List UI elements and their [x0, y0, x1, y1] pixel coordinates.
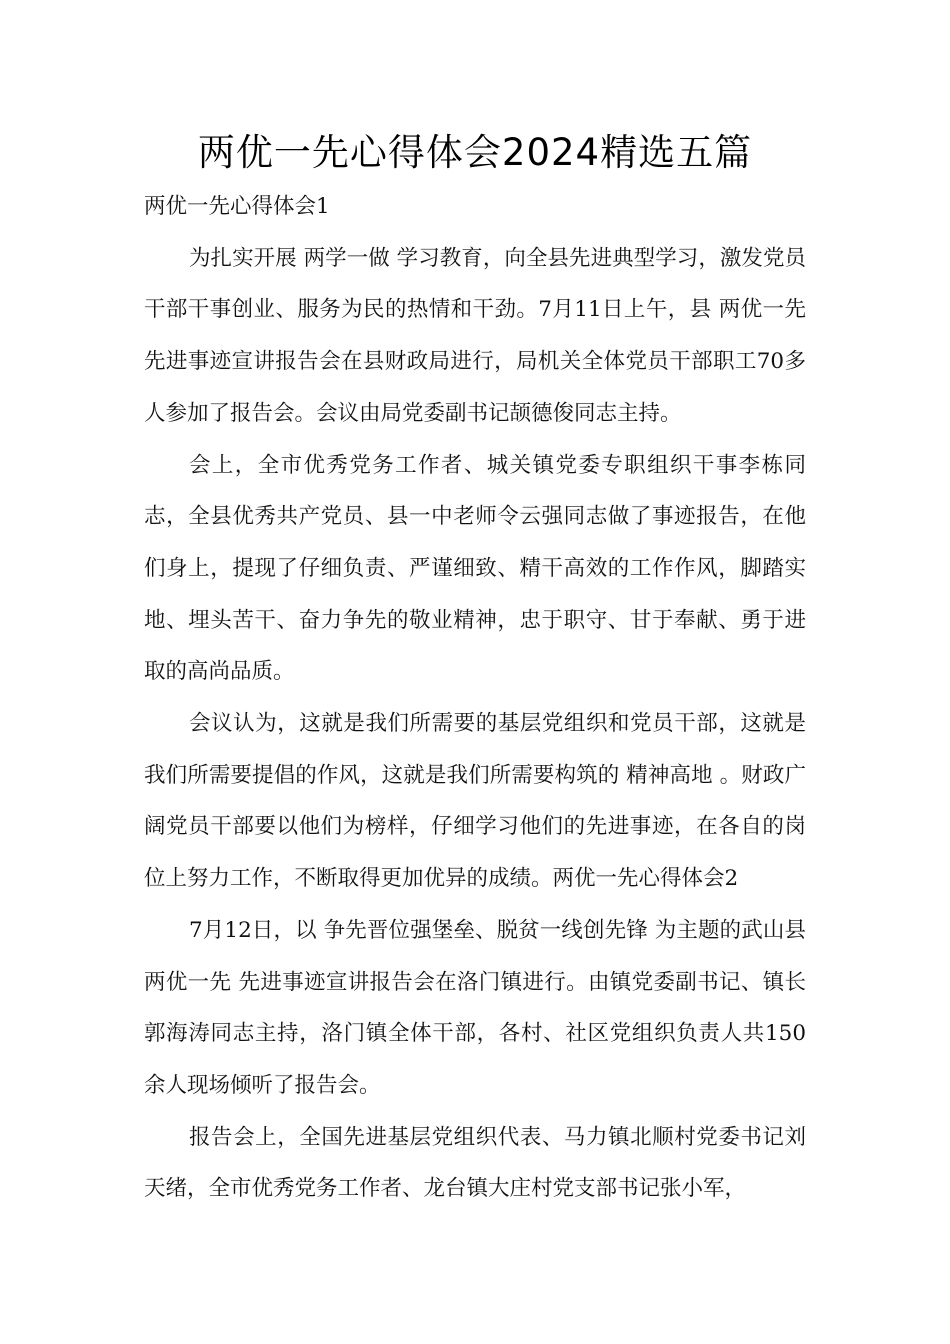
document-body: [144, 181, 806, 1215]
paragraph: 为扎实开展 两学一做 学习教育，向全县先进典型学习，激发党员干部干事创业、服务为民的热情和干劲。7月11日上午，县 两优一先 先进事迹宣讲报告会在县财政局进行，局机关全体党员干部职工70多人参加了报告会。会议由局党委副书记颉德俊同志主持。: [144, 245, 806, 426]
section-heading-1: 两优一先心得体会1: [144, 194, 330, 219]
paragraph: 报告会上，全国先进基层党组织代表、马力镇北顺村党委书记刘天绪，全市优秀党务工作者、龙台镇大庄村党支部书记张小军，: [144, 1124, 806, 1202]
paragraph: 会议认为，这就是我们所需要的基层党组织和党员干部，这就是我们所需要提倡的作风，这就是我们所需要构筑的 精神高地 。财政广阔党员干部要以他们为榜样，仔细学习他们的先进事迹，在各自的岗位上努力工作，不断取得更加优异的成绩。两优一先心得体会2: [144, 711, 806, 892]
document-title: 两优一先心得体会2024精选五篇: [197, 131, 753, 174]
paragraph: 会上，全市优秀党务工作者、城关镇党委专职组织干事李栋同志，全县优秀共产党员、县一中老师令云强同志做了事迹报告，在他们身上，提现了仔细负责、严谨细致、精干高效的工作作风，脚踏实地、埋头苦干、奋力争先的敬业精神，忠于职守、甘于奉献、勇于进取的高尚品质。: [144, 452, 806, 685]
paragraph: 7月12日，以 争先晋位强堡垒、脱贫一线创先锋 为主题的武山县 两优一先 先进事迹宣讲报告会在洛门镇进行。由镇党委副书记、镇长郭海涛同志主持，洛门镇全体干部，各村、社区党组织负责人共150余人现场倾听了报告会。: [144, 917, 806, 1098]
